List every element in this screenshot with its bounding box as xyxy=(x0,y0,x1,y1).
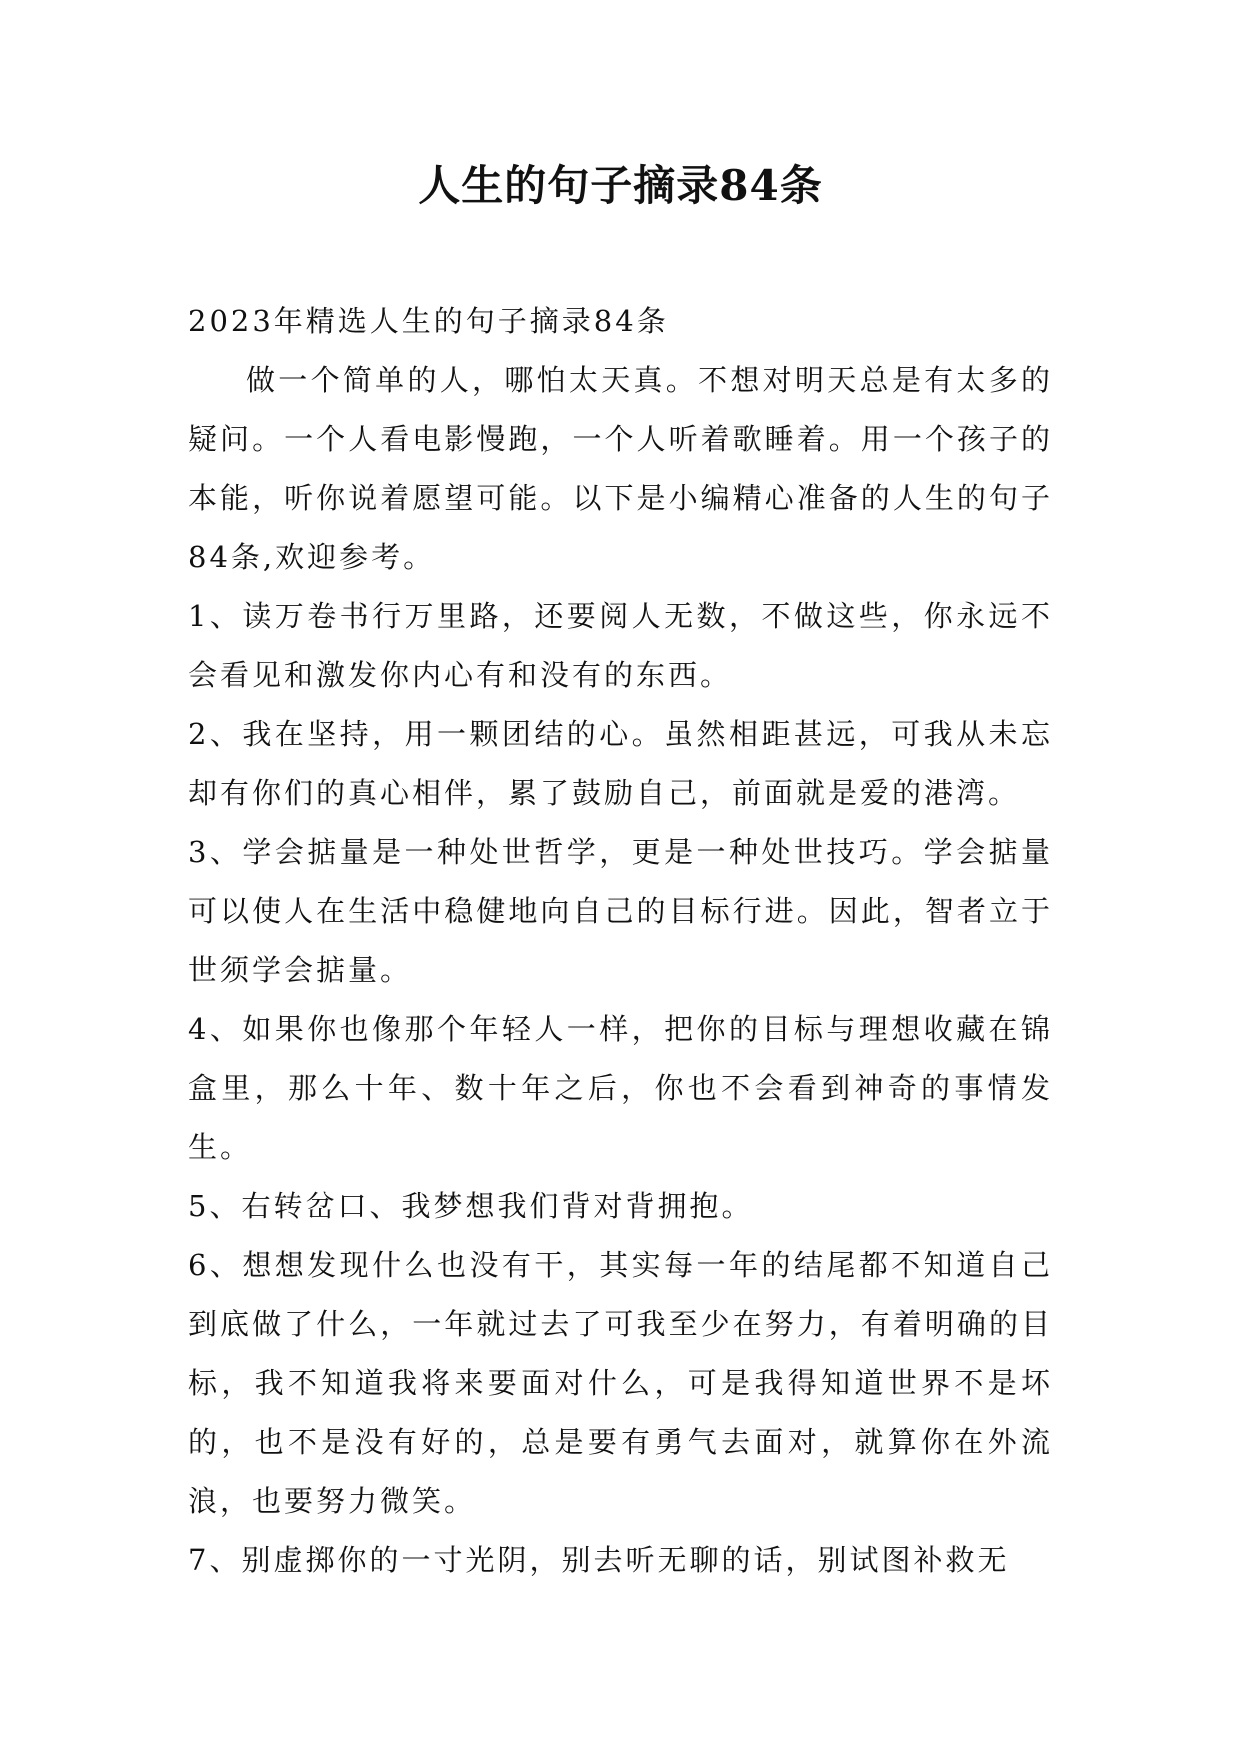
list-item: 1、读万卷书行万里路，还要阅人无数，不做这些，你永远不会看见和激发你内心有和没有的东西。 xyxy=(188,599,1053,692)
list-item: 3、学会掂量是一种处世哲学，更是一种处世技巧。学会掂量可以使人在生活中稳健地向自己的目标行进。因此，智者立于世须学会掂量。 xyxy=(188,835,1053,987)
list-item: 6、想想发现什么也没有干，其实每一年的结尾都不知道自己到底做了什么，一年就过去了可我至少在努力，有着明确的目标，我不知道我将来要面对什么，可是我得知道世界不是坏的，也不是没有好的，总是要有勇气去面对，就算你在外流浪，也要努力微笑。 xyxy=(188,1248,1053,1518)
list-item: 7、别虚掷你的一寸光阴，别去听无聊的话，别试图补救无 xyxy=(188,1543,1010,1577)
list-item: 5、右转岔口、我梦想我们背对背拥抱。 xyxy=(188,1189,754,1223)
document-body xyxy=(188,292,1053,1590)
document-subtitle: 2023年精选人生的句子摘录84条 xyxy=(188,304,669,338)
list-item: 2、我在坚持，用一颗团结的心。虽然相距甚远，可我从未忘却有你们的真心相伴，累了鼓励自己，前面就是爱的港湾。 xyxy=(188,717,1053,810)
list-item: 4、如果你也像那个年轻人一样，把你的目标与理想收藏在锦盒里，那么十年、数十年之后，你也不会看到神奇的事情发生。 xyxy=(188,1012,1053,1164)
document-title: 人生的句子摘录84条 xyxy=(418,161,823,210)
intro-paragraph: 做一个简单的人，哪怕太天真。不想对明天总是有太多的疑问。一个人看电影慢跑，一个人听着歌睡着。用一个孩子的本能，听你说着愿望可能。以下是小编精心准备的人生的句子84条,欢迎参考。 xyxy=(188,363,1053,574)
